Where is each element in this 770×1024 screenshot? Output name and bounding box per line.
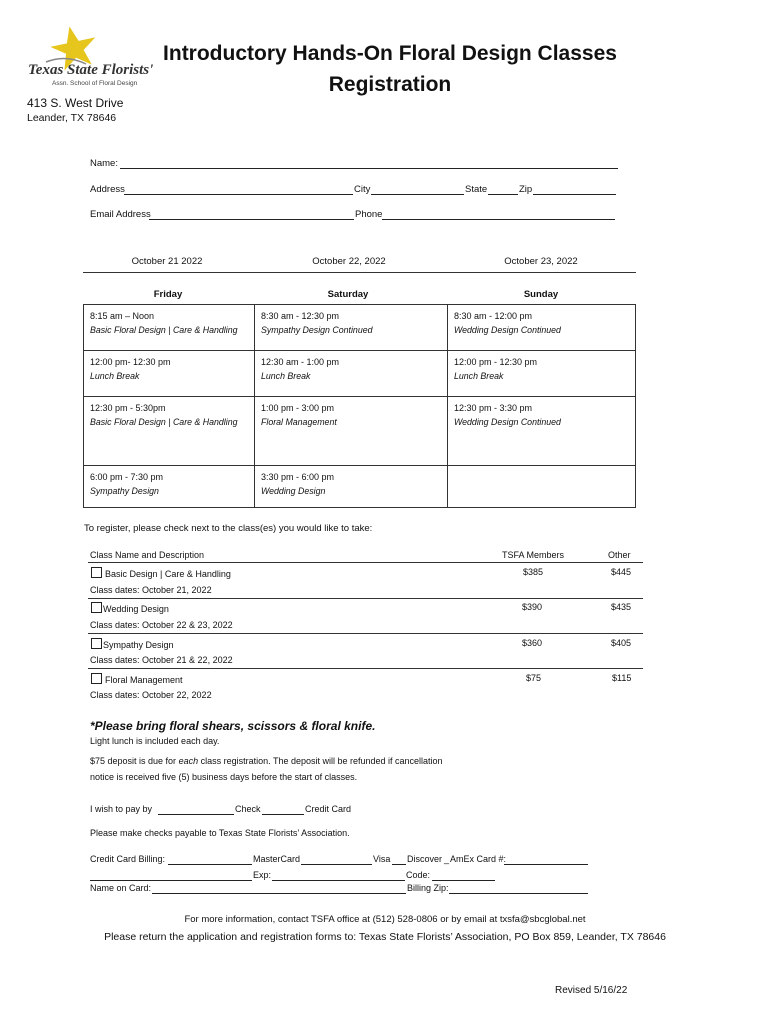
session-time: 8:15 am – Noon <box>90 311 155 321</box>
session-desc: Wedding Design Continued <box>454 417 561 427</box>
class-dates: Class dates: October 22, 2022 <box>90 690 212 700</box>
session-time: 8:30 am - 12:00 pm <box>454 311 533 321</box>
session-desc: Lunch Break <box>261 371 311 381</box>
zip-field[interactable] <box>533 184 616 195</box>
date-friday: October 21 2022 <box>131 256 203 267</box>
cc-exp-row <box>90 870 600 882</box>
footer-contact: For more information, contact TSFA office at (512) 528-0806 or by email at txsfa@sbcglobal.net <box>184 914 586 925</box>
class-header-other: Other <box>608 550 631 560</box>
cc-code-label: Code: <box>406 870 431 880</box>
state-field[interactable] <box>488 184 518 195</box>
date-divider <box>83 272 636 273</box>
city-label: City <box>354 184 371 195</box>
session-time: 6:00 pm - 7:30 pm <box>90 472 164 482</box>
logo-brand: Texas State Florists' <box>28 62 154 78</box>
deposit-each: each <box>178 756 199 766</box>
date-sunday: October 23, 2022 <box>504 256 578 267</box>
class-basic-checkbox[interactable] <box>91 567 102 578</box>
address-city: Leander, TX 78646 <box>27 112 117 124</box>
footer-return-address: Please return the application and registration forms to: Texas State Florists’ Association, PO Box 859, Leander, TX 78646 <box>104 931 666 943</box>
class-price-other: $405 <box>611 638 632 648</box>
class-name: Wedding Design <box>103 604 169 614</box>
class-divider <box>88 598 643 599</box>
cc-code-field[interactable] <box>432 870 495 881</box>
session-desc: Basic Floral Design | Care & Handling <box>90 417 238 427</box>
name-field[interactable] <box>120 158 618 169</box>
schedule-cell <box>255 351 448 397</box>
schedule-row <box>84 466 636 508</box>
class-price-members: $75 <box>526 673 542 683</box>
pay-check-field[interactable] <box>158 804 234 815</box>
cc-mastercard-field[interactable] <box>301 854 372 865</box>
class-name: Basic Design | Care & Handling <box>105 569 231 579</box>
cc-visa-field[interactable] <box>392 854 406 865</box>
revision-date: Revised 5/16/22 <box>555 985 628 996</box>
class-wedding-design <box>91 602 169 614</box>
class-management-checkbox[interactable] <box>91 673 102 684</box>
session-desc: Sympathy Design Continued <box>261 325 373 335</box>
session-time: 12:00 pm - 12:30 pm <box>454 357 538 367</box>
session-desc: Wedding Design <box>261 486 326 496</box>
day-sunday: Sunday <box>523 289 559 300</box>
schedule-cell <box>84 466 255 508</box>
schedule-cell <box>84 397 255 466</box>
class-price-other: $445 <box>611 567 632 577</box>
class-divider <box>88 668 643 669</box>
class-price-members: $385 <box>523 567 544 577</box>
state-label: State <box>465 184 488 195</box>
date-saturday: October 22, 2022 <box>312 256 386 267</box>
session-desc: Lunch Break <box>90 371 140 381</box>
class-name: Sympathy Design <box>103 640 174 650</box>
class-basic-design <box>91 567 231 579</box>
pay-check-label: Check <box>235 804 261 814</box>
name-row <box>90 158 620 170</box>
session-time: 12:00 pm- 12:30 pm <box>90 357 171 367</box>
cc-billing-row <box>90 854 600 866</box>
deposit-note-line1 <box>90 756 443 766</box>
address-field[interactable] <box>124 184 353 195</box>
logo-subtitle: Assn. School of Floral Design <box>52 80 138 87</box>
phone-field[interactable] <box>382 209 615 220</box>
lunch-note: Light lunch is included each day. <box>90 736 220 746</box>
city-field[interactable] <box>371 184 464 195</box>
schedule-row <box>84 305 636 351</box>
schedule-cell <box>448 305 636 351</box>
pay-label: I wish to pay by <box>90 804 153 814</box>
page-title <box>160 38 620 100</box>
session-time: 12:30 pm - 5:30pm <box>90 403 166 413</box>
cc-name-row <box>90 883 600 895</box>
address-street: 413 S. West Drive <box>27 96 124 110</box>
schedule-cell <box>448 466 636 508</box>
schedule-cell <box>84 351 255 397</box>
cc-exp-label: Exp: <box>253 870 272 880</box>
session-time: 3:30 pm - 6:00 pm <box>261 472 335 482</box>
schedule-cell <box>255 466 448 508</box>
schedule-row <box>84 397 636 466</box>
zip-label: Zip <box>519 184 533 195</box>
cc-billing-label: Credit Card Billing: <box>90 854 166 864</box>
schedule-cell <box>448 397 636 466</box>
email-field[interactable] <box>149 209 354 220</box>
cc-mastercard-label: MasterCard <box>253 854 301 864</box>
class-header-name: Class Name and Description <box>90 550 205 560</box>
class-sympathy-design <box>91 638 174 650</box>
session-desc: Sympathy Design <box>90 486 159 496</box>
schedule-cell <box>448 351 636 397</box>
session-time: 12:30 am - 1:00 pm <box>261 357 340 367</box>
class-price-other: $115 <box>612 673 632 683</box>
class-dates: Class dates: October 21 & 22, 2022 <box>90 655 233 665</box>
day-friday: Friday <box>153 289 183 300</box>
pay-card-field[interactable] <box>262 804 304 815</box>
class-price-members: $360 <box>522 638 543 648</box>
class-price-members: $390 <box>522 602 543 612</box>
day-saturday: Saturday <box>327 289 369 300</box>
cc-name-label: Name on Card: <box>90 883 152 893</box>
title-line-1: Introductory Hands-On Floral Design Classes <box>163 42 617 65</box>
class-dates: Class dates: October 21, 2022 <box>90 585 212 595</box>
deposit-text: class registration. The deposit will be refunded if cancellation <box>198 756 443 766</box>
register-instructions: To register, please check next to the class(es) you would like to take: <box>84 523 373 534</box>
session-desc: Wedding Design Continued <box>454 325 561 335</box>
checks-payable-note: Please make checks payable to Texas State Florists’ Association. <box>90 828 350 838</box>
class-header-members: TSFA Members <box>502 550 565 560</box>
session-desc: Basic Floral Design | Care & Handling <box>90 325 238 335</box>
class-sympathy-checkbox[interactable] <box>91 638 102 649</box>
phone-label: Phone <box>355 209 383 220</box>
cc-billing-field[interactable] <box>168 854 252 865</box>
title-line-2: Registration <box>328 73 452 96</box>
cc-zip-label: Billing Zip: <box>407 883 449 893</box>
address-row <box>90 184 620 196</box>
class-floral-management <box>91 673 183 685</box>
cc-card-number-field[interactable] <box>504 854 588 865</box>
pay-method-row <box>90 804 490 816</box>
cc-card-number-label: AmEx Card #: <box>450 854 507 864</box>
cc-discover-label: Discover <box>407 854 443 864</box>
session-desc: Lunch Break <box>454 371 504 381</box>
session-time: 8:30 am - 12:30 pm <box>261 311 340 321</box>
class-divider <box>88 633 643 634</box>
class-dates: Class dates: October 22 & 23, 2022 <box>90 620 233 630</box>
session-desc: Floral Management <box>261 417 337 427</box>
cc-name-field[interactable] <box>152 883 406 894</box>
organization-logo <box>26 24 156 94</box>
class-wedding-checkbox[interactable] <box>91 602 102 613</box>
schedule-cell <box>255 397 448 466</box>
deposit-note-line2: notice is received five (5) business days before the start of classes. <box>90 772 358 782</box>
name-label: Name: <box>90 158 118 169</box>
cc-exp-field[interactable] <box>272 870 405 881</box>
pay-card-label: Credit Card <box>305 804 352 814</box>
cc-zip-field[interactable] <box>449 883 588 894</box>
class-header-divider <box>88 562 643 563</box>
email-row <box>90 209 620 221</box>
schedule-row <box>84 351 636 397</box>
class-name: Floral Management <box>105 675 183 685</box>
cc-extra-field[interactable] <box>90 870 252 881</box>
cc-amex-label: _ <box>444 854 450 864</box>
bring-tools-note: *Please bring floral shears, scissors & floral knife. <box>90 719 376 733</box>
deposit-text: $75 deposit is due for <box>90 756 179 766</box>
email-label: Email Address <box>90 209 151 220</box>
cc-visa-label: Visa <box>373 854 391 864</box>
schedule-table <box>83 304 636 508</box>
address-label: Address <box>90 184 125 195</box>
schedule-cell <box>84 305 255 351</box>
class-price-other: $435 <box>611 602 632 612</box>
session-time: 1:00 pm - 3:00 pm <box>261 403 335 413</box>
session-time: 12:30 pm - 3:30 pm <box>454 403 533 413</box>
schedule-cell <box>255 305 448 351</box>
